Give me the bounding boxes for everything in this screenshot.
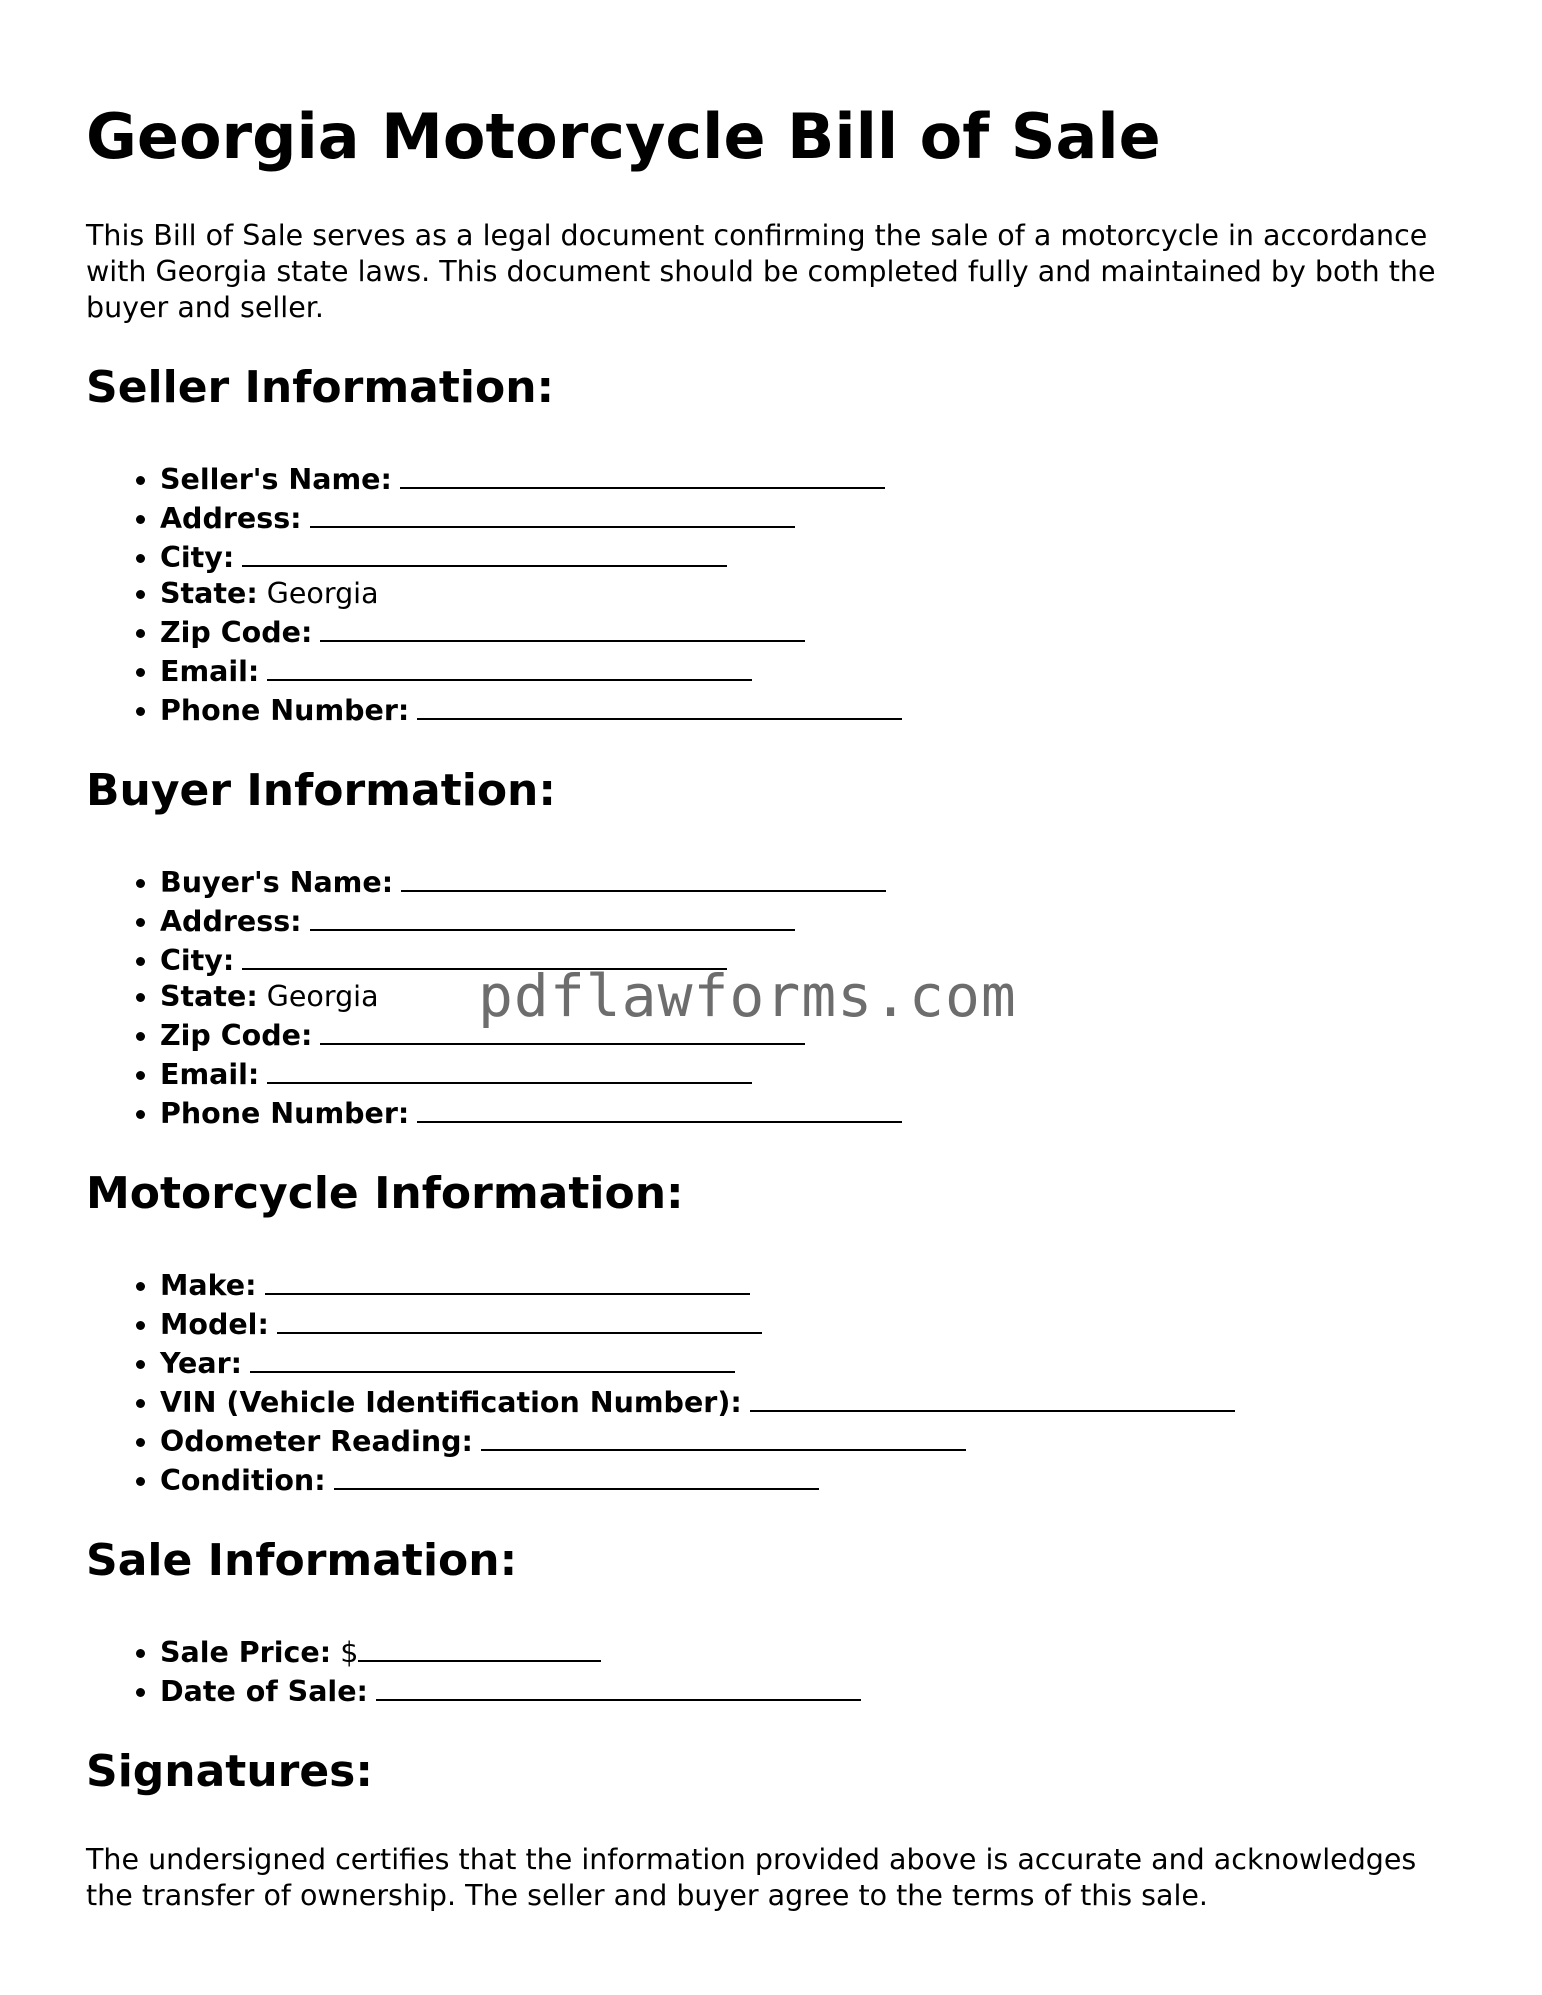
buyer-name-line[interactable] (401, 862, 886, 892)
buyer-name-label: Buyer's Name: (160, 865, 394, 899)
seller-state-field (160, 576, 1466, 612)
odometer-line[interactable] (481, 1421, 966, 1451)
document-title: Georgia Motorcycle Bill of Sale (86, 100, 1161, 173)
make-line[interactable] (265, 1265, 750, 1295)
sale-date-line[interactable] (376, 1671, 861, 1701)
condition-label: Condition: (160, 1463, 326, 1497)
sale-price-field (160, 1632, 1466, 1671)
buyer-phone-field (160, 1093, 1466, 1132)
seller-name-label: Seller's Name: (160, 463, 392, 497)
seller-phone-label: Phone Number: (160, 694, 410, 728)
seller-phone-field (160, 690, 1466, 729)
odometer-label: Odometer Reading: (160, 1424, 473, 1458)
buyer-email-line[interactable] (267, 1054, 752, 1084)
buyer-zip-label: Zip Code: (160, 1018, 313, 1052)
make-label: Make: (160, 1268, 257, 1302)
vin-line[interactable] (750, 1382, 1235, 1412)
seller-address-line[interactable] (310, 498, 795, 528)
seller-city-field (160, 537, 1466, 576)
watermark-text: pdflawforms.com (478, 962, 1017, 1030)
buyer-phone-label: Phone Number: (160, 1096, 410, 1130)
buyer-address-label: Address: (160, 904, 302, 938)
seller-section-heading: Seller Information: (86, 362, 555, 414)
sale-price-prefix: $ (340, 1635, 359, 1669)
motorcycle-section-heading: Motorcycle Information: (86, 1167, 684, 1219)
buyer-address-line[interactable] (310, 901, 795, 931)
seller-address-label: Address: (160, 502, 302, 536)
sale-date-label: Date of Sale: (160, 1674, 368, 1708)
motorcycle-fields (86, 1265, 1466, 1499)
buyer-section-heading: Buyer Information: (86, 765, 556, 817)
year-label: Year: (160, 1346, 243, 1380)
seller-name-line[interactable] (400, 459, 885, 489)
sale-price-label: Sale Price: (160, 1635, 332, 1669)
buyer-phone-line[interactable] (417, 1093, 902, 1123)
make-field (160, 1265, 1466, 1304)
buyer-state-value: Georgia (266, 979, 379, 1013)
year-field (160, 1343, 1466, 1382)
seller-email-line[interactable] (267, 651, 752, 681)
vin-label: VIN (Vehicle Identification Number): (160, 1385, 742, 1419)
buyer-city-label: City: (160, 943, 235, 977)
seller-email-field (160, 651, 1466, 690)
year-line[interactable] (250, 1343, 735, 1373)
seller-name-field (160, 459, 1466, 498)
seller-city-line[interactable] (242, 537, 727, 567)
seller-zip-line[interactable] (320, 612, 805, 642)
seller-address-field (160, 498, 1466, 537)
buyer-email-field (160, 1054, 1466, 1093)
sale-section-heading: Sale Information: (86, 1534, 518, 1586)
seller-zip-field (160, 612, 1466, 651)
condition-line[interactable] (334, 1460, 819, 1490)
odometer-field (160, 1421, 1466, 1460)
buyer-name-field (160, 862, 1466, 901)
vin-field (160, 1382, 1466, 1421)
seller-state-label: State: (160, 577, 258, 611)
buyer-address-field (160, 901, 1466, 940)
signatures-section-heading: Signatures: (86, 1745, 373, 1797)
seller-fields (86, 459, 1466, 729)
condition-field (160, 1460, 1466, 1499)
sale-fields (86, 1632, 1466, 1710)
signatures-paragraph: The undersigned certifies that the information provided above is accurate and acknowledges the transfer of ownership. The seller and buyer agree to the terms of this sale. (86, 1843, 1417, 1913)
model-label: Model: (160, 1307, 269, 1341)
seller-state-value: Georgia (266, 577, 379, 611)
sale-price-line[interactable] (358, 1632, 601, 1662)
buyer-email-label: Email: (160, 1057, 260, 1091)
model-field (160, 1304, 1466, 1343)
intro-paragraph: This Bill of Sale serves as a legal document confirming the sale of a motorcycle in accordance with Georgia state laws. This document should be completed fully and maintained by both the buyer and seller. (86, 219, 1436, 325)
seller-email-label: Email: (160, 655, 260, 689)
model-line[interactable] (277, 1304, 762, 1334)
seller-phone-line[interactable] (417, 690, 902, 720)
buyer-state-label: State: (160, 979, 258, 1013)
seller-zip-label: Zip Code: (160, 616, 313, 650)
sale-date-field (160, 1671, 1466, 1710)
seller-city-label: City: (160, 541, 235, 575)
